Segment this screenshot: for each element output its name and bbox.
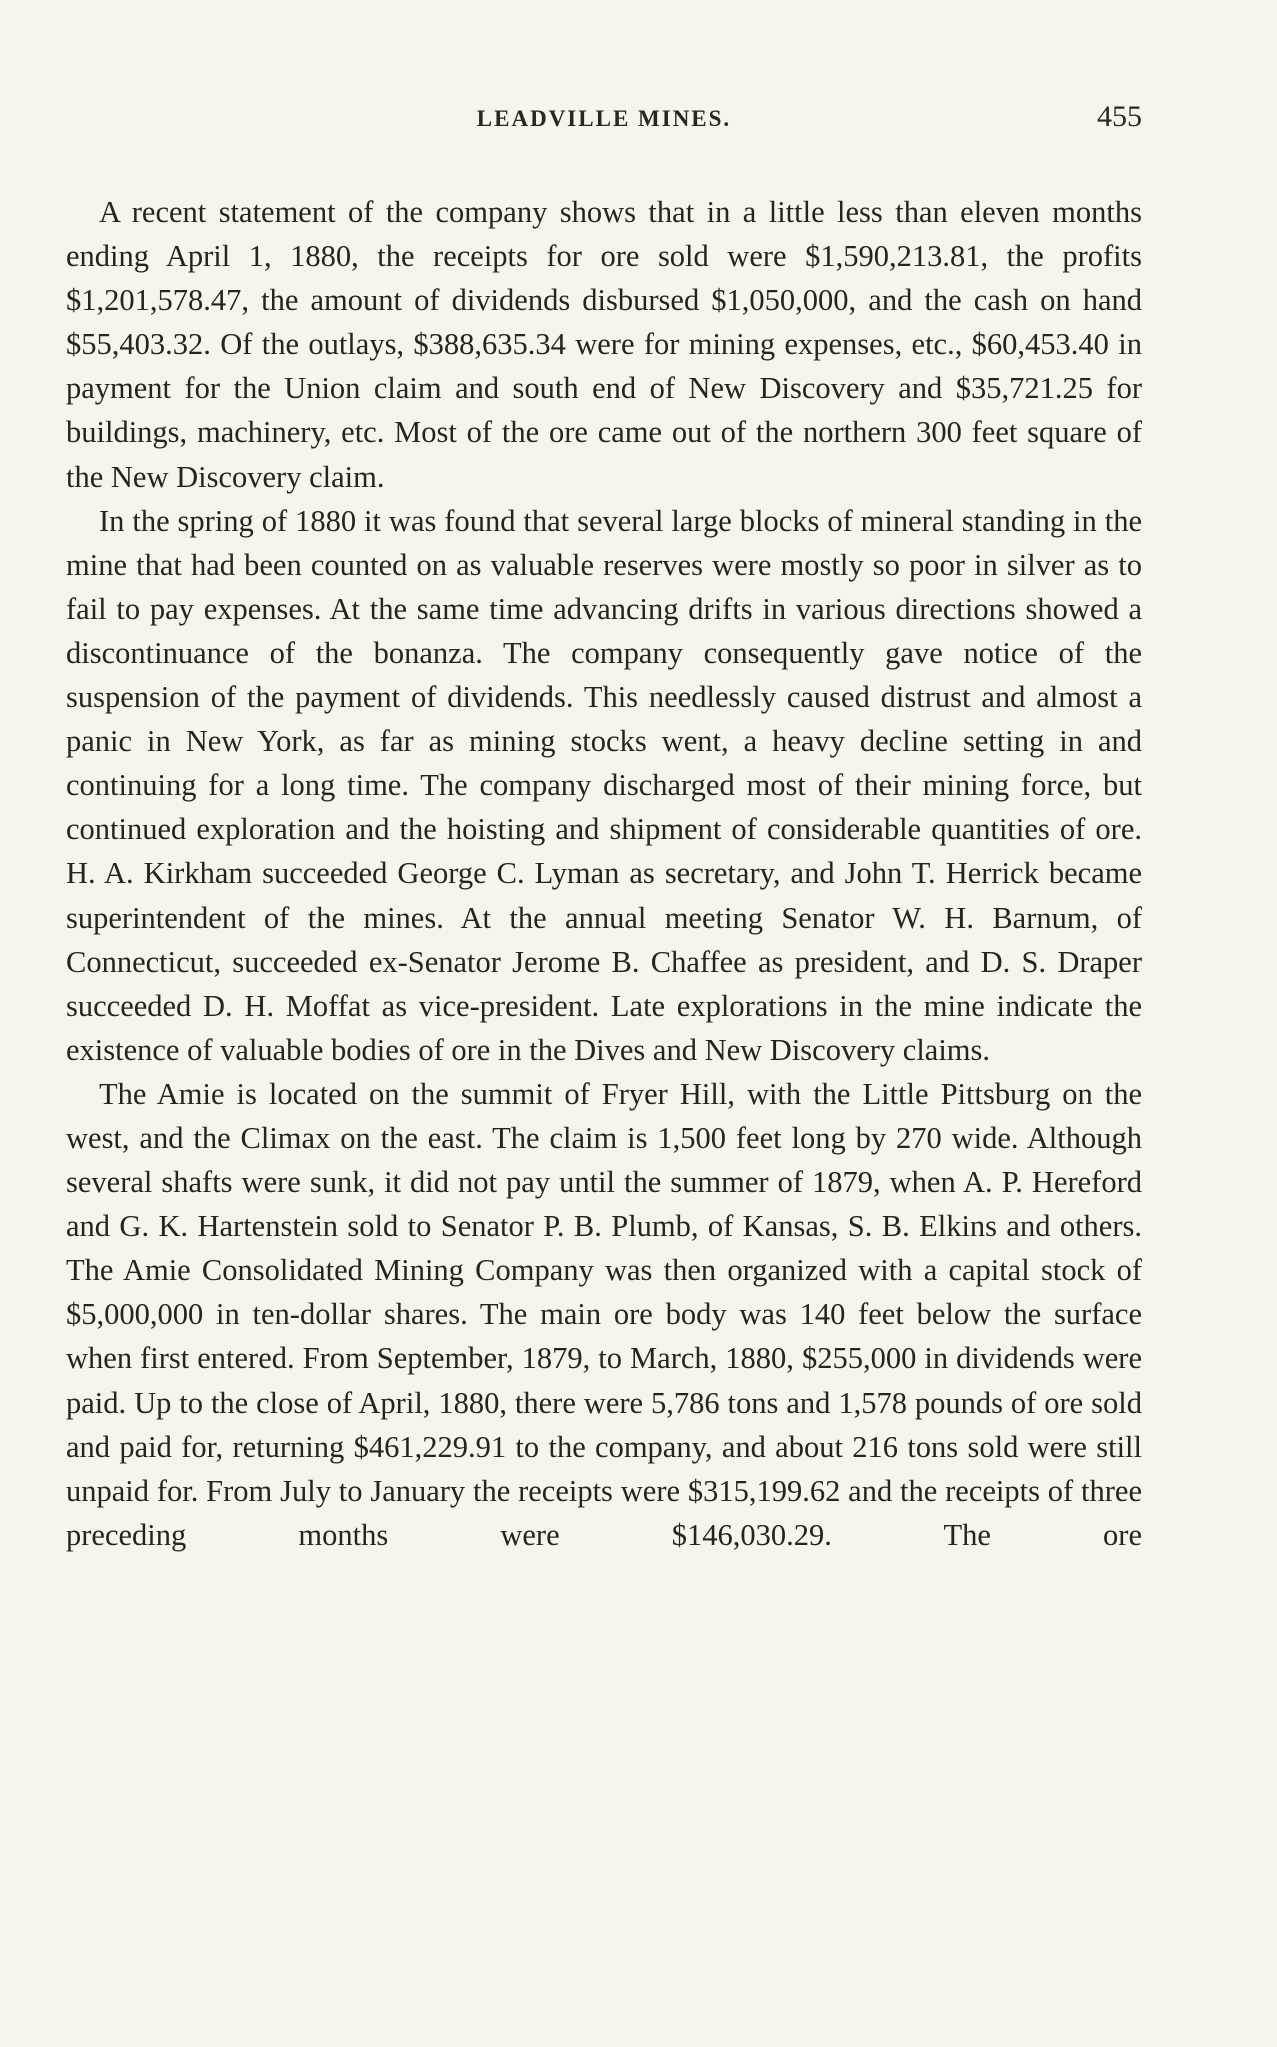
body-text: [66, 190, 1142, 1557]
page-header: [66, 100, 1142, 144]
running-head: LEADVILLE MINES.: [476, 106, 732, 131]
paragraph-company-statement: A recent statement of the company shows that in a little less than eleven months ending April 1, 1880, the receipts for ore sold were $1,590,213.81, the profits $1,201,578.47, the amount of dividends disbursed $1,050,000, and the cash on hand $55,403.32. Of the outlays, $388,635.34 were for mining expenses, etc., $60,453.40 in payment for the Union claim and south end of New Discovery and $35,721.25 for buildings, machinery, etc. Most of the ore came out of the northern 300 feet square of the New Discovery claim.: [66, 195, 1142, 494]
paragraph-amie-mine: The Amie is located on the summit of Fryer Hill, with the Little Pittsburg on the west, and the Climax on the east. The claim is 1,500 feet long by 270 wide. Although several shafts were sunk, it did not pay until the summer of 1879, when A. P. Hereford and G. K. Hartenstein sold to Senator P. B. Plumb, of Kansas, S. B. Elkins and others. The Amie Consolidated Mining Company was then organized with a capital stock of $5,000,000 in ten-dollar shares. The main ore body was 140 feet below the surface when first entered. From September, 1879, to March, 1880, $255,000 in dividends were paid. Up to the close of April, 1880, there were 5,786 tons and 1,578 pounds of ore sold and paid for, returning $461,229.91 to the company, and about 216 tons sold were still unpaid for. From July to January the receipts were $315,199.62 and the receipts of three preceding months were $146,030.29. The ore: [66, 1076, 1142, 1552]
paragraph-spring-1880: In the spring of 1880 it was found that several large blocks of mineral standing in the mine that had been counted on as valuable reserves were mostly so poor in silver as to fail to pay expenses. At the same time advancing drifts in various directions showed a discontinuance of the bonanza. The company consequently gave notice of the suspension of the payment of dividends. This needlessly caused distrust and almost a panic in New York, as far as mining stocks went, a heavy decline setting in and continuing for a long time. The company discharged most of their mining force, but continued exploration and the hoisting and shipment of considerable quantities of ore. H. A. Kirkham succeeded George C. Lyman as secretary, and John T. Herrick became superintendent of the mines. At the annual meeting Senator W. H. Barnum, of Connecticut, succeeded ex-Senator Jerome B. Chaffee as president, and D. S. Draper succeeded D. H. Moffat as vice-president. Late explorations in the mine indicate the existence of valuable bodies of ore in the Dives and New Discovery claims.: [66, 503, 1142, 1067]
page-number: 455: [1097, 100, 1142, 133]
